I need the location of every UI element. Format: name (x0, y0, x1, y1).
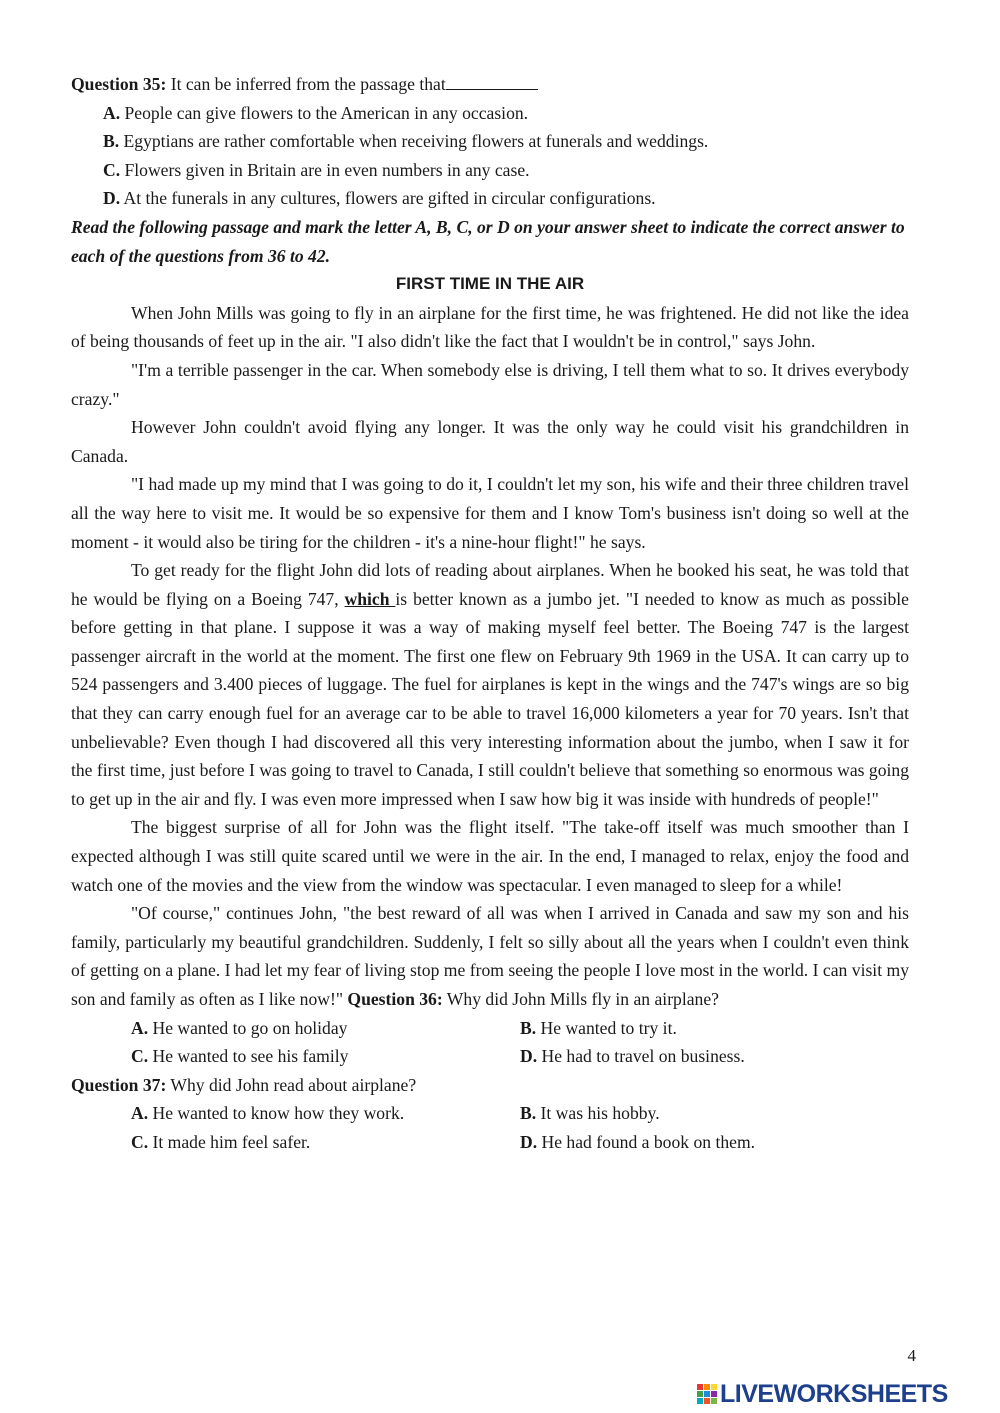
passage-title: FIRST TIME IN THE AIR (395, 274, 585, 294)
option-text: He wanted to try it. (536, 1017, 677, 1038)
liveworksheets-logo[interactable] (697, 1378, 948, 1410)
option-label: D. (520, 1046, 538, 1067)
question-35 (71, 70, 909, 99)
option-label: A. (131, 1017, 149, 1038)
logo-cell (704, 1398, 710, 1404)
question-label: Question 36: (347, 989, 443, 1009)
option-label: A. (103, 102, 121, 123)
logo-cell (697, 1391, 703, 1397)
option-label: C. (131, 1046, 149, 1067)
passage-paragraph-2: "I'm a terrible passenger in the car. When somebody else is driving, I tell them what to so. It drives everybody crazy." (71, 359, 909, 409)
question-label: Question 37: (71, 1074, 167, 1095)
option-text: At the funerals in any cultures, flowers are gifted in circular configurations. (120, 188, 656, 209)
paragraph-text: is better known as a jumbo jet. "I needed to know as much as possible before getting in that plane. I suppose it was a way of making myself feel better. The Boeing 747 is the largest passenger aircraft in the world at the moment. The first one flew on February 9th 1969 in the USA. It can carry up to 524 passengers and 3.400 pieces of luggage. The fuel for airplanes is kept in the wings and the 747's wings are so big that they can carry enough fuel for an average car to be able to travel 16,000 kilometers a year for 70 years. Isn't that unbelievable? Even though I had discovered all this very interesting information about the jumbo, when I saw it for the first time, just before I was going to travel to Canada, I still couldn't believe that something so enormous was going to get up in the air and fly. I was even more impressed when I saw how big it was inside with hundreds of people!" (71, 588, 909, 809)
option-label: B. (520, 1103, 537, 1124)
logo-cell (697, 1398, 703, 1404)
logo-grid-icon (697, 1384, 717, 1404)
option-text: Egyptians are rather comfortable when receiving flowers at funerals and weddings. (119, 131, 709, 152)
passage-paragraph-4: "I had made up my mind that I was going to do it, I couldn't let my son, his wife and their three children travel all the way here to visit me. It would be so expensive for them and I know Tom's business isn't doing so well at the moment - it would also be tiring for the children - it's a nine-hour flight!" he says. (71, 474, 909, 552)
paragraph-text: "Of course," continues John, "the best reward of all was when I arrived in Canada and saw my son and his family, particularly my beautiful grandchildren. Suddenly, I felt so silly about all the years when I couldn't even think of getting on a plane. I had let my fear of living stop me from seeing the people I love most in the world. I can visit my son and family as often as I like now!" (71, 903, 909, 1009)
q35-option-b[interactable] (71, 127, 909, 156)
option-text: People can give flowers to the American in any occasion. (120, 102, 529, 123)
option-text: He wanted to go on holiday (148, 1017, 348, 1038)
passage-paragraph-1: When John Mills was going to fly in an airplane for the first time, he was frightened. He did not like the idea of being thousands of feet up in the air. "I also didn't like the fact that I wouldn't be in control," says John. (71, 302, 909, 352)
q37-option-c[interactable] (131, 1128, 520, 1157)
paragraph-text: To get ready for the flight John did lots of reading about airplanes. When he booked his seat, he was told that he would be flying on a Boeing 747, (71, 560, 909, 609)
logo-cell (711, 1391, 717, 1397)
q36-option-d[interactable] (520, 1042, 909, 1071)
q37-options-row-1 (71, 1099, 909, 1128)
option-text: It made him feel safer. (148, 1131, 311, 1152)
q36-option-a[interactable] (131, 1014, 520, 1043)
question-stem: Why did John Mills fly in an airplane? (442, 989, 719, 1009)
q35-option-c[interactable] (71, 156, 909, 185)
question-label: Question 35: (71, 74, 167, 94)
passage-paragraph-6: The biggest surprise of all for John was the flight itself. "The take-off itself was much smoother than I expected although I was still quite scared until we were in the air. In the end, I managed to relax, enjoy the food and watch one of the movies and the view from the window was spectacular. I even managed to sleep for a while! (71, 817, 909, 895)
option-text: He had to travel on business. (537, 1046, 745, 1067)
q36-options-row-1 (71, 1014, 909, 1043)
q37-option-d[interactable] (520, 1128, 909, 1157)
logo-cell (697, 1384, 703, 1390)
q37-option-a[interactable] (131, 1099, 520, 1128)
option-text: He wanted to know how they work. (148, 1103, 405, 1124)
q35-option-a[interactable] (71, 99, 909, 128)
q36-options-row-2 (71, 1042, 909, 1071)
logo-cell (704, 1391, 710, 1397)
q37-option-b[interactable] (520, 1099, 909, 1128)
option-text: Flowers given in Britain are in even numbers in any case. (120, 159, 530, 180)
logo-cell (711, 1398, 717, 1404)
page-number: 4 (907, 1346, 916, 1365)
option-text: It was his hobby. (536, 1103, 660, 1124)
option-label: A. (131, 1103, 149, 1124)
question-37 (71, 1071, 909, 1100)
option-label: B. (103, 131, 120, 152)
question-stem: Why did John read about airplane? (166, 1074, 417, 1095)
reading-instruction: Read the following passage and mark the letter A, B, C, or D on your answer sheet to indicate the correct answer to each of the questions from 36 to 42. (71, 216, 905, 266)
option-label: C. (131, 1131, 149, 1152)
worksheet-page (71, 70, 909, 1157)
passage-paragraph-3: However John couldn't avoid flying any longer. It was the only way he could visit his grandchildren in Canada. (71, 417, 909, 466)
option-label: D. (520, 1131, 538, 1152)
passage-paragraph-5 (71, 556, 909, 813)
q37-options-row-2 (71, 1128, 909, 1157)
logo-text: LIVEWORKSHEETS (720, 1379, 948, 1408)
q36-option-b[interactable] (520, 1014, 909, 1043)
option-text: He wanted to see his family (148, 1046, 349, 1067)
option-label: D. (103, 188, 121, 209)
option-label: B. (520, 1017, 537, 1038)
q36-option-c[interactable] (131, 1042, 520, 1071)
option-text: He had found a book on them. (537, 1131, 756, 1152)
q35-option-d[interactable] (71, 184, 909, 213)
logo-cell (711, 1384, 717, 1390)
answer-blank[interactable] (446, 71, 538, 90)
option-label: C. (103, 159, 121, 180)
passage-paragraph-7 (71, 899, 909, 1013)
underlined-word: which (344, 588, 396, 609)
question-stem: It can be inferred from the passage that (166, 74, 446, 94)
logo-cell (704, 1384, 710, 1390)
